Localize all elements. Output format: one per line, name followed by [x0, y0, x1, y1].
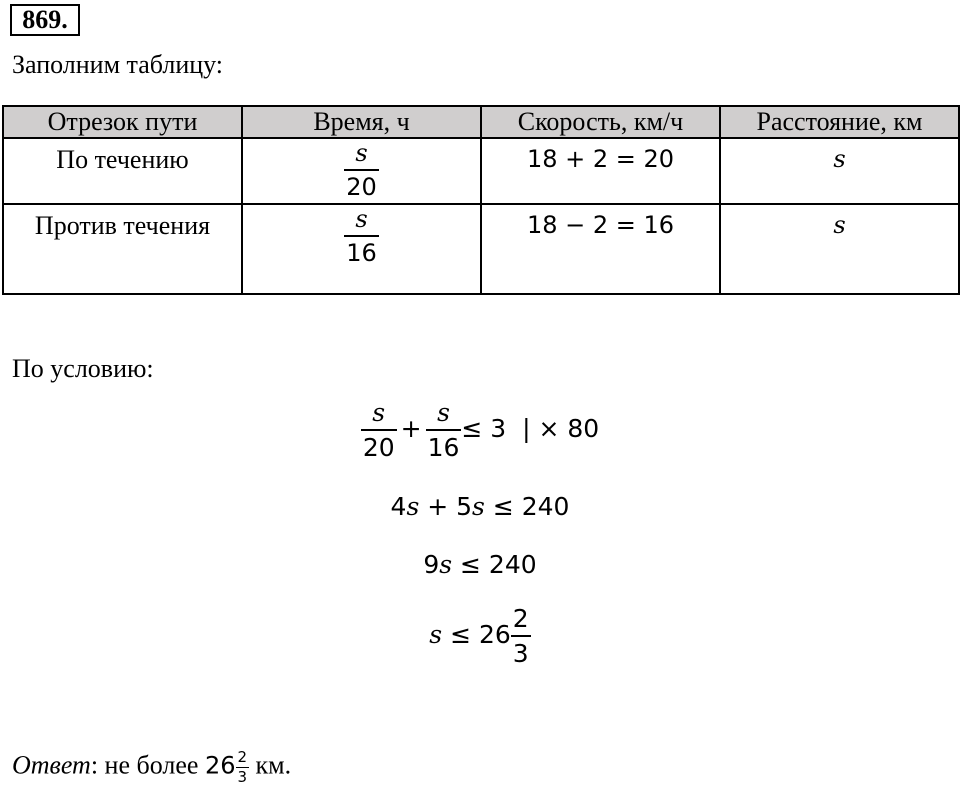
- fraction-numerator: 2: [237, 748, 248, 766]
- column-header-segment: Отрезок пути: [3, 106, 242, 138]
- equation-fraction: [511, 606, 531, 666]
- table-header-row: [3, 106, 959, 138]
- segment-label: Против течения: [34, 211, 211, 240]
- speed-value: 18 + 2 = 20: [526, 145, 675, 173]
- fraction-numerator: s: [372, 398, 386, 427]
- variable: s: [429, 620, 443, 649]
- variable: s: [439, 550, 453, 579]
- table-cell-segment: [3, 138, 242, 204]
- column-header-distance: Расстояние, км: [720, 106, 959, 138]
- fraction-bar: [361, 429, 397, 431]
- variable: s: [406, 492, 420, 521]
- coefficient: 9: [423, 550, 440, 579]
- answer-text: не более: [98, 750, 205, 780]
- fraction-denominator: 3: [237, 768, 248, 786]
- equation-result: [0, 606, 960, 666]
- plus-sign: +: [400, 414, 422, 443]
- relation: ≤ 26: [442, 620, 511, 649]
- table-cell-distance: [720, 204, 959, 294]
- table-row: [3, 204, 959, 294]
- table-cell-segment: [3, 204, 242, 294]
- equation-rhs: ≤ 240: [452, 550, 537, 579]
- fraction-numerator: s: [437, 398, 450, 427]
- fraction-numerator: s: [355, 205, 368, 233]
- table-row: [3, 138, 959, 204]
- equation-rhs: ≤ 3 | × 80: [461, 414, 600, 443]
- speed-value: 18 − 2 = 16: [526, 211, 675, 239]
- answer-fraction: [236, 750, 250, 785]
- data-table: [2, 105, 960, 295]
- distance-value: s: [833, 145, 846, 173]
- table-cell-time: [242, 138, 481, 204]
- fraction-denominator: 3: [512, 639, 529, 668]
- problem-number: 869.: [10, 4, 80, 36]
- middle-term: + 5: [419, 492, 473, 521]
- equation-fraction: [426, 400, 462, 460]
- fraction-denominator: 16: [346, 239, 377, 267]
- answer-colon: :: [90, 750, 99, 780]
- fraction-denominator: 16: [427, 433, 460, 462]
- answer-label: Ответ: [12, 750, 91, 780]
- answer-whole: 26: [204, 751, 236, 780]
- intro-text: Заполним таблицу:: [12, 50, 224, 79]
- equation-sum: [0, 492, 960, 521]
- column-header-time: Время, ч: [242, 106, 481, 138]
- fraction-bar: [426, 429, 462, 431]
- fraction-numerator: s: [355, 139, 368, 167]
- time-fraction: [344, 141, 379, 199]
- column-header-speed: Скорость, км/ч: [481, 106, 720, 138]
- time-fraction: [344, 207, 379, 265]
- fraction-bar: [344, 169, 379, 171]
- answer-unit: км.: [249, 750, 292, 780]
- equation-simplified: [0, 550, 960, 579]
- fraction-numerator: 2: [512, 604, 529, 633]
- variable: s: [472, 492, 485, 521]
- condition-text: По условию:: [12, 354, 154, 383]
- table-cell-time: [242, 204, 481, 294]
- equation-inequality: [0, 400, 960, 460]
- fraction-bar: [344, 235, 379, 237]
- coefficient: 4: [390, 492, 407, 521]
- fraction-denominator: 20: [346, 173, 377, 201]
- fraction-denominator: 20: [362, 433, 395, 462]
- equation-rhs: ≤ 240: [484, 492, 570, 521]
- table-cell-distance: [720, 138, 959, 204]
- table-cell-speed: [481, 204, 720, 294]
- answer-line: [12, 750, 291, 785]
- table-cell-speed: [481, 138, 720, 204]
- segment-label: По течению: [56, 145, 189, 174]
- fraction-bar: [511, 635, 531, 637]
- distance-value: s: [833, 211, 846, 239]
- equation-fraction: [361, 400, 397, 460]
